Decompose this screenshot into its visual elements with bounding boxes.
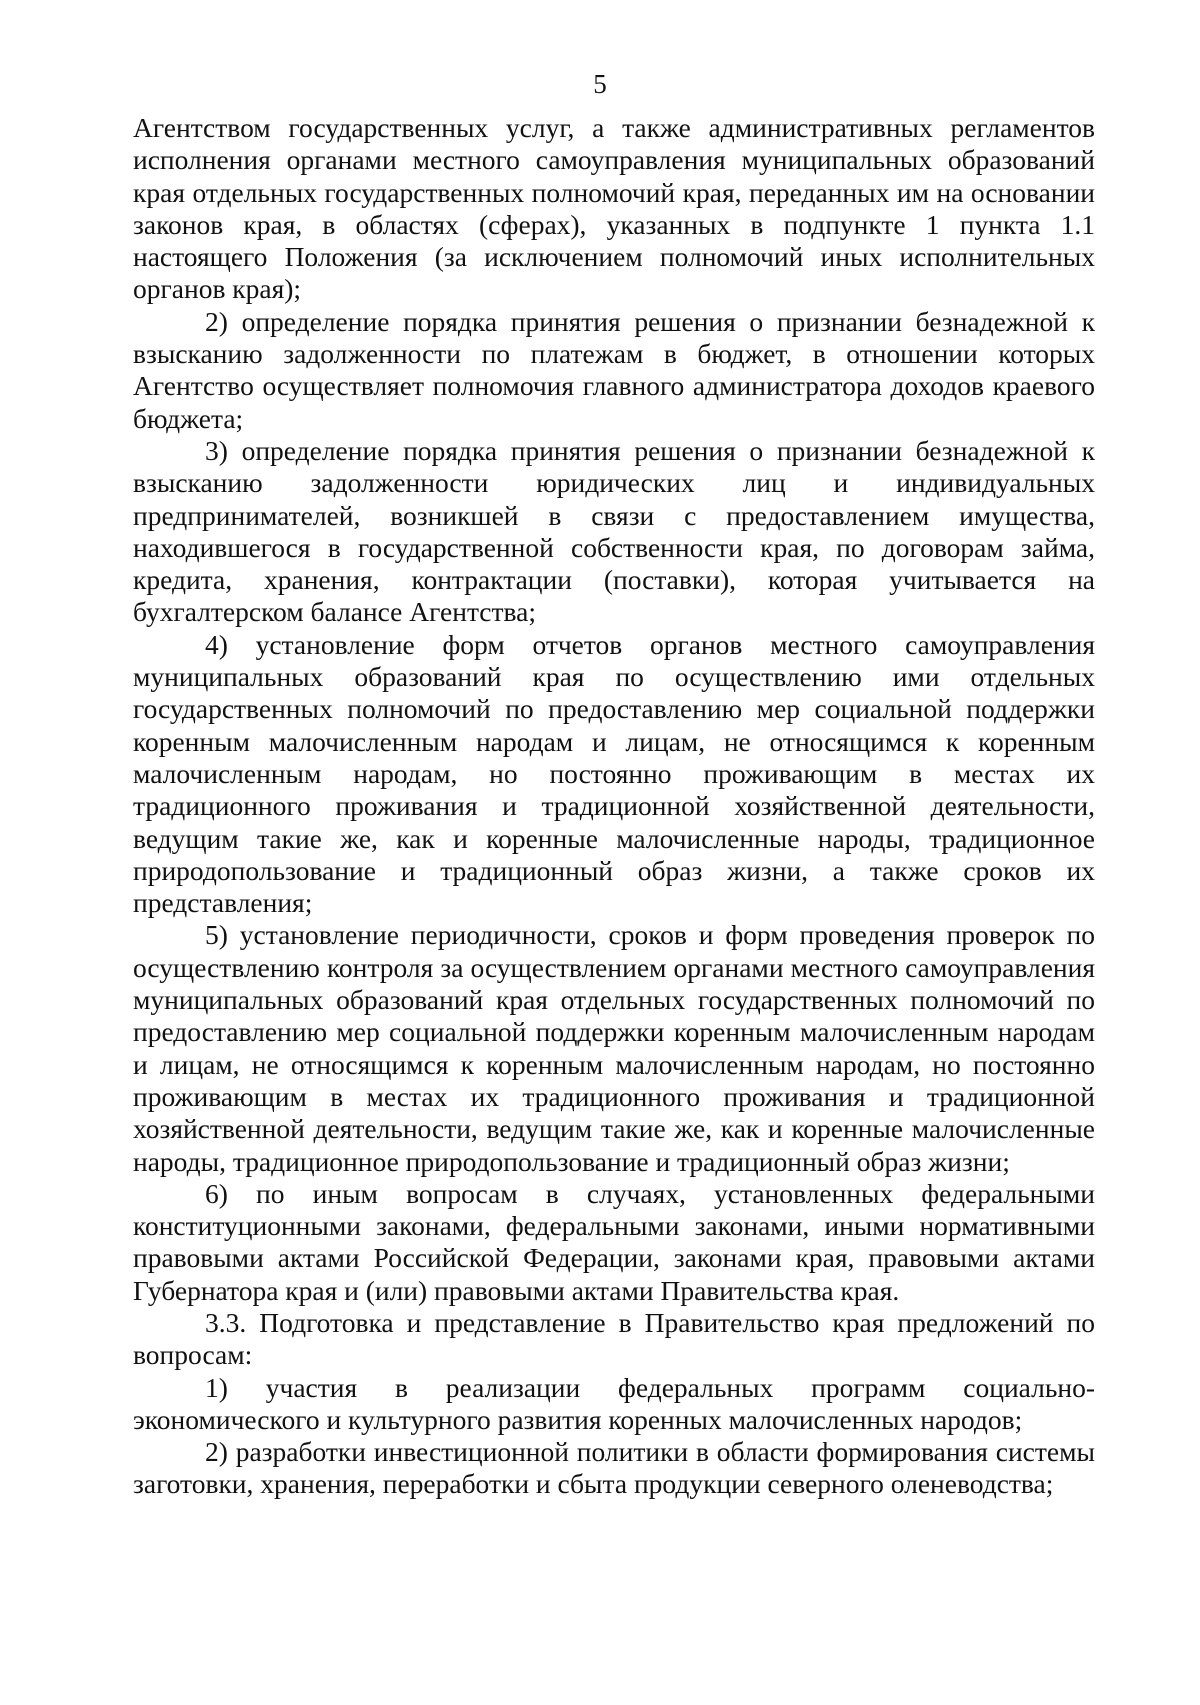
section-3-3-heading: 3.3. Подготовка и представление в Правительство края предложений по вопросам:: [133, 1306, 1095, 1371]
paragraph-item-2: 2) определение порядка принятия решения о признании безнадежной к взысканию задолженности по платежам в бюджет, в отношении которых Агентство осуществляет полномочия главного администратора доходов краевого бюджета;: [133, 305, 1095, 434]
paragraph-item-3: 3) определение порядка принятия решения о признании безнадежной к взысканию задолженности юридических лиц и индивидуальных предпринимателей, возникшей в связи с предоставлением имущества, находившегося в государственной собственности края, по договорам займа, кредита, хранения, контрактации (поставки), которая учитывается на бухгалтерском балансе Агентства;: [133, 434, 1095, 628]
paragraph-continuation: Агентством государственных услуг, а также административных регламентов исполнения органами местного самоуправления муниципальных образований края отдельных государственных полномочий края, переданных им на основании законов края, в областях (сферах), указанных в подпункте 1 пункта 1.1 настоящего Положения (за исключением полномочий иных исполнительных органов края);: [133, 112, 1095, 305]
document-body: [133, 112, 1095, 1501]
section-3-3-item-1: 1) участия в реализации федеральных программ социально-экономического и культурного развития коренных малочисленных народов;: [133, 1371, 1095, 1435]
paragraph-item-6: 6) по иным вопросам в случаях, установленных федеральными конституционными законами, федеральными законами, иными нормативными правовыми актами Российской Федерации, законами края, правовыми актами Губернатора края и (или) правовыми актами Правительства края.: [133, 1177, 1095, 1306]
paragraph-item-4: 4) установление форм отчетов органов местного самоуправления муниципальных образований края по осуществлению ими отдельных государственных полномочий по предоставлению мер социальной поддержки коренным малочисленным народам и лицам, не относящимся к коренным малочисленным народам, но постоянно проживающим в местах их традиционного проживания и традиционной хозяйственной деятельности, ведущим такие же, как и коренные малочисленные народы, традиционное природопользование и традиционный образ жизни, а также сроков их представления;: [133, 628, 1095, 919]
page-number: 5: [593, 69, 607, 99]
section-3-3-item-2: 2) разработки инвестиционной политики в области формирования системы заготовки, хранения, переработки и сбыта продукции северного оленеводства;: [133, 1436, 1095, 1500]
paragraph-item-5: 5) установление периодичности, сроков и форм проведения проверок по осуществлению контроля за осуществлением органами местного самоуправления муниципальных образований края отдельных государственных полномочий по предоставлению мер социальной поддержки коренным малочисленным народам и лицам, не относящимся к коренным малочисленным народам, но постоянно проживающим в местах их традиционного проживания и традиционной хозяйственной деятельности, ведущим такие же, как и коренные малочисленные народы, традиционное природопользование и традиционный образ жизни;: [133, 919, 1095, 1177]
